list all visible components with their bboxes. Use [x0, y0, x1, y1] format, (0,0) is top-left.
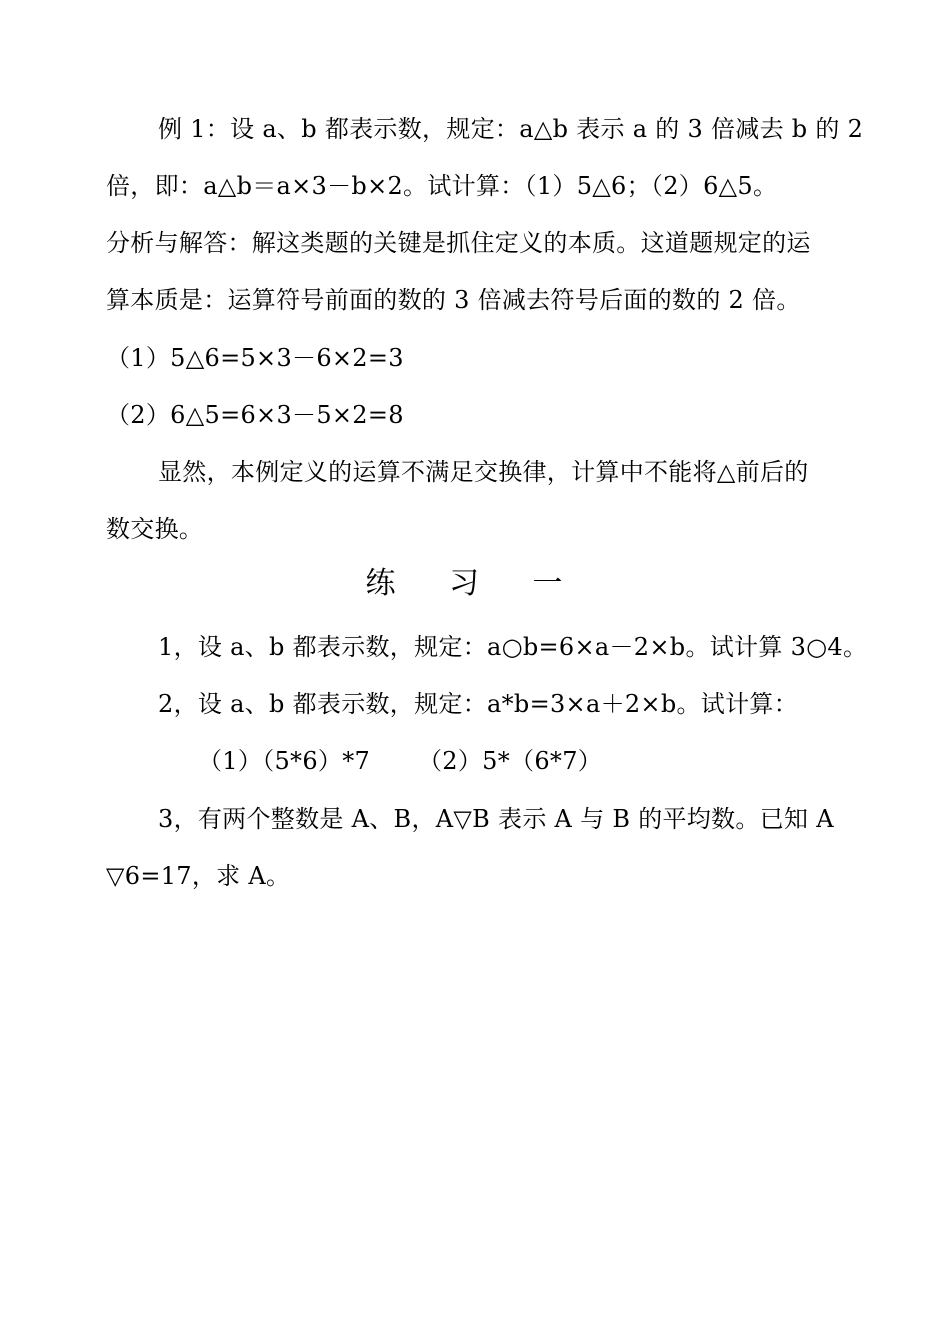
- exercise-question-2: 2，设 a、b 都表示数，规定：a*b=3×a＋2×b。试计算：: [158, 690, 799, 718]
- conclusion-line-2: 数交换。: [106, 515, 204, 543]
- exercise-question-2-part-2: （2）5*（6*7）: [418, 747, 603, 775]
- exercise-question-3-line-2: ▽6=17，求 A。: [106, 862, 291, 890]
- conclusion-line-1: 显然，本例定义的运算不满足交换律，计算中不能将△前后的: [158, 458, 809, 486]
- solution-step-2: （2）6△5=6×3－5×2=8: [106, 401, 404, 429]
- exercise-question-3-line-1: 3，有两个整数是 A、B，A▽B 表示 A 与 B 的平均数。已知 A: [158, 805, 834, 833]
- example-line-1: 例 1：设 a、b 都表示数，规定：a△b 表示 a 的 3 倍减去 b 的 2: [158, 115, 864, 143]
- exercise-question-2-part-1: （1）（5*6）*7: [198, 747, 371, 775]
- exercise-title: 练 习 一: [365, 566, 585, 601]
- example-line-2: 倍，即：a△b＝a×3－b×2。试计算：（1）5△6；（2）6△5。: [106, 172, 778, 200]
- analysis-line-2: 算本质是：运算符号前面的数的 3 倍减去符号后面的数的 2 倍。: [106, 286, 801, 314]
- analysis-line-1: 分析与解答：解这类题的关键是抓住定义的本质。这道题规定的运: [106, 229, 811, 257]
- exercise-question-1: 1，设 a、b 都表示数，规定：a○b=6×a－2×b。试计算 3○4。: [158, 633, 868, 661]
- solution-step-1: （1）5△6=5×3－6×2=3: [106, 344, 404, 372]
